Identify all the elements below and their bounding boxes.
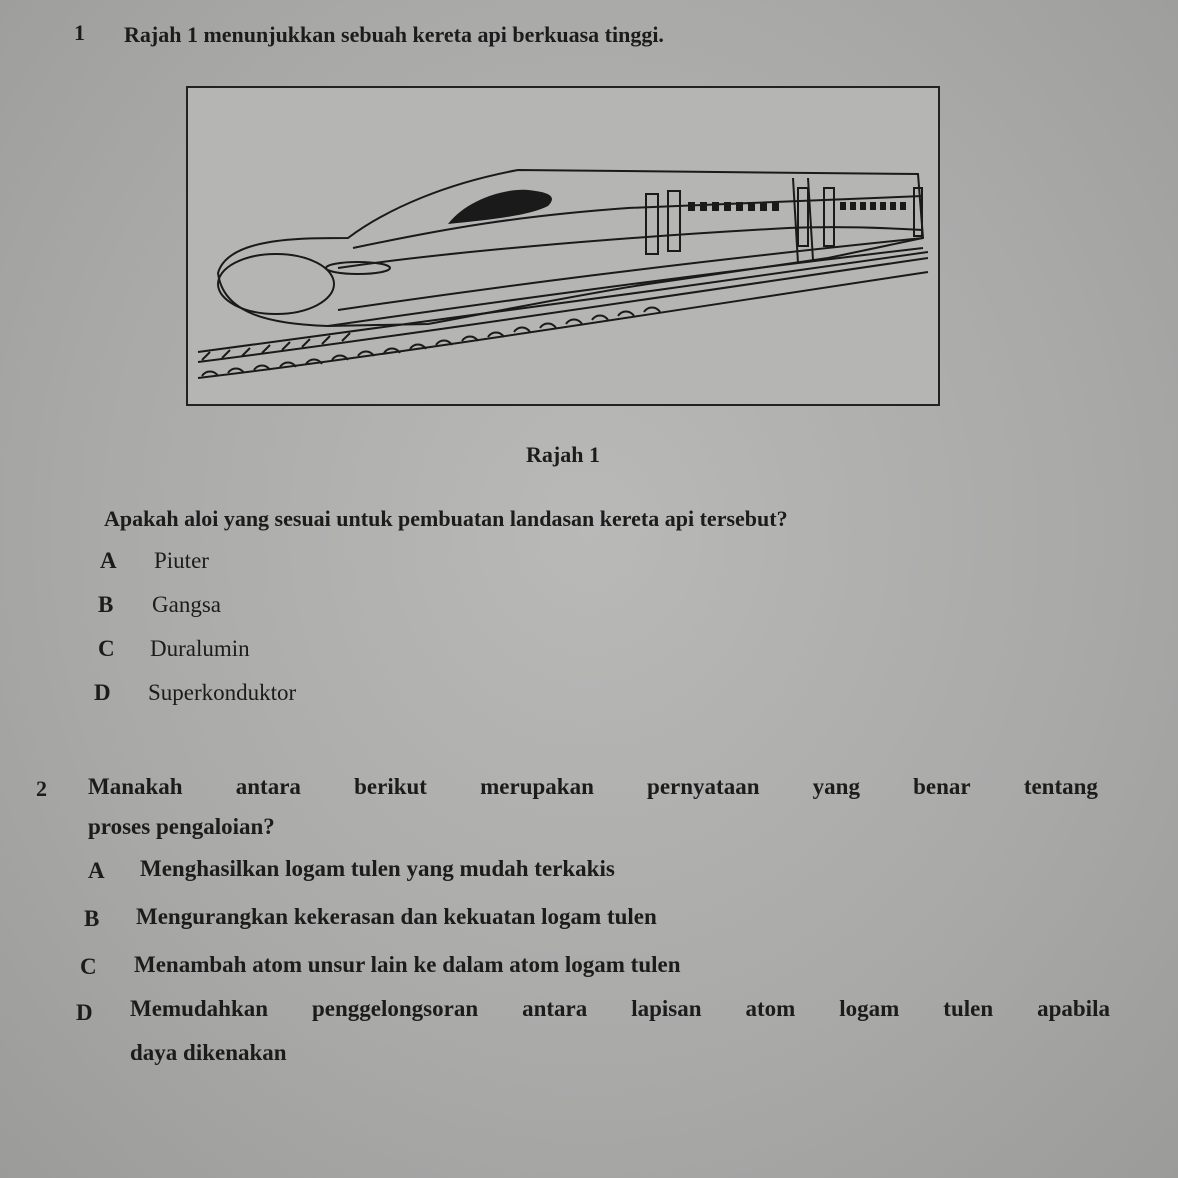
- q2-option-d-text-line2[interactable]: daya dikenakan: [130, 1040, 287, 1065]
- q1-option-b-letter: B: [98, 592, 114, 617]
- train-illustration: [188, 88, 938, 404]
- q2-option-d-word: logam: [839, 996, 900, 1021]
- q2-option-c-text[interactable]: Menambah atom unsur lain ke dalam atom logam tulen: [134, 952, 681, 977]
- q2-option-d-word: apabila: [1037, 996, 1110, 1021]
- q2-option-d-word: antara: [522, 996, 588, 1021]
- q1-option-a-text[interactable]: Piuter: [154, 548, 209, 573]
- q1-option-a-letter: A: [100, 548, 117, 573]
- q2-option-a-text[interactable]: Menghasilkan logam tulen yang mudah terkakis: [140, 856, 615, 881]
- q2-option-d-letter: D: [76, 1000, 93, 1025]
- question-1-number: 1: [74, 20, 85, 45]
- q2-stem-word: tentang: [1023, 774, 1098, 799]
- q2-stem-word: benar: [913, 774, 971, 799]
- q1-option-c-letter: C: [98, 636, 115, 661]
- q1-option-d-text[interactable]: Superkonduktor: [148, 680, 297, 705]
- q2-option-d-word: Memudahkan: [130, 996, 269, 1021]
- q2-option-d-word: atom: [745, 996, 796, 1021]
- figure-rajah-1: [186, 86, 940, 406]
- q1-option-b-text[interactable]: Gangsa: [152, 592, 221, 617]
- q1-option-c-text[interactable]: Duralumin: [150, 636, 250, 661]
- q2-stem-word: pernyataan: [647, 774, 760, 799]
- q2-option-d-text-line1[interactable]: [130, 996, 1110, 1022]
- q2-option-d-word: tulen: [943, 996, 994, 1021]
- q2-option-d-word: lapisan: [631, 996, 702, 1021]
- q2-option-b-letter: B: [84, 906, 100, 931]
- figure-caption: Rajah 1: [526, 442, 600, 467]
- q2-option-d-word: penggelongsoran: [312, 996, 479, 1021]
- q2-option-c-letter: C: [80, 954, 97, 979]
- q2-option-b-text[interactable]: Mengurangkan kekerasan dan kekuatan logam tulen: [136, 904, 657, 929]
- q2-stem-word: merupakan: [480, 774, 594, 799]
- question-2-stem-line2: proses pengaloian?: [88, 814, 275, 839]
- question-2-number: 2: [36, 776, 47, 801]
- q2-stem-word: Manakah: [88, 774, 183, 799]
- q2-stem-word: berikut: [354, 774, 427, 799]
- question-1-stem: Apakah aloi yang sesuai untuk pembuatan landasan kereta api tersebut?: [104, 506, 788, 531]
- q2-option-a-letter: A: [88, 858, 105, 883]
- question-1-intro: Rajah 1 menunjukkan sebuah kereta api berkuasa tinggi.: [124, 22, 664, 47]
- q2-stem-word: antara: [235, 774, 301, 799]
- q2-stem-word: yang: [812, 774, 860, 799]
- q1-option-d-letter: D: [94, 680, 111, 705]
- question-2-stem-line1: [88, 774, 1098, 800]
